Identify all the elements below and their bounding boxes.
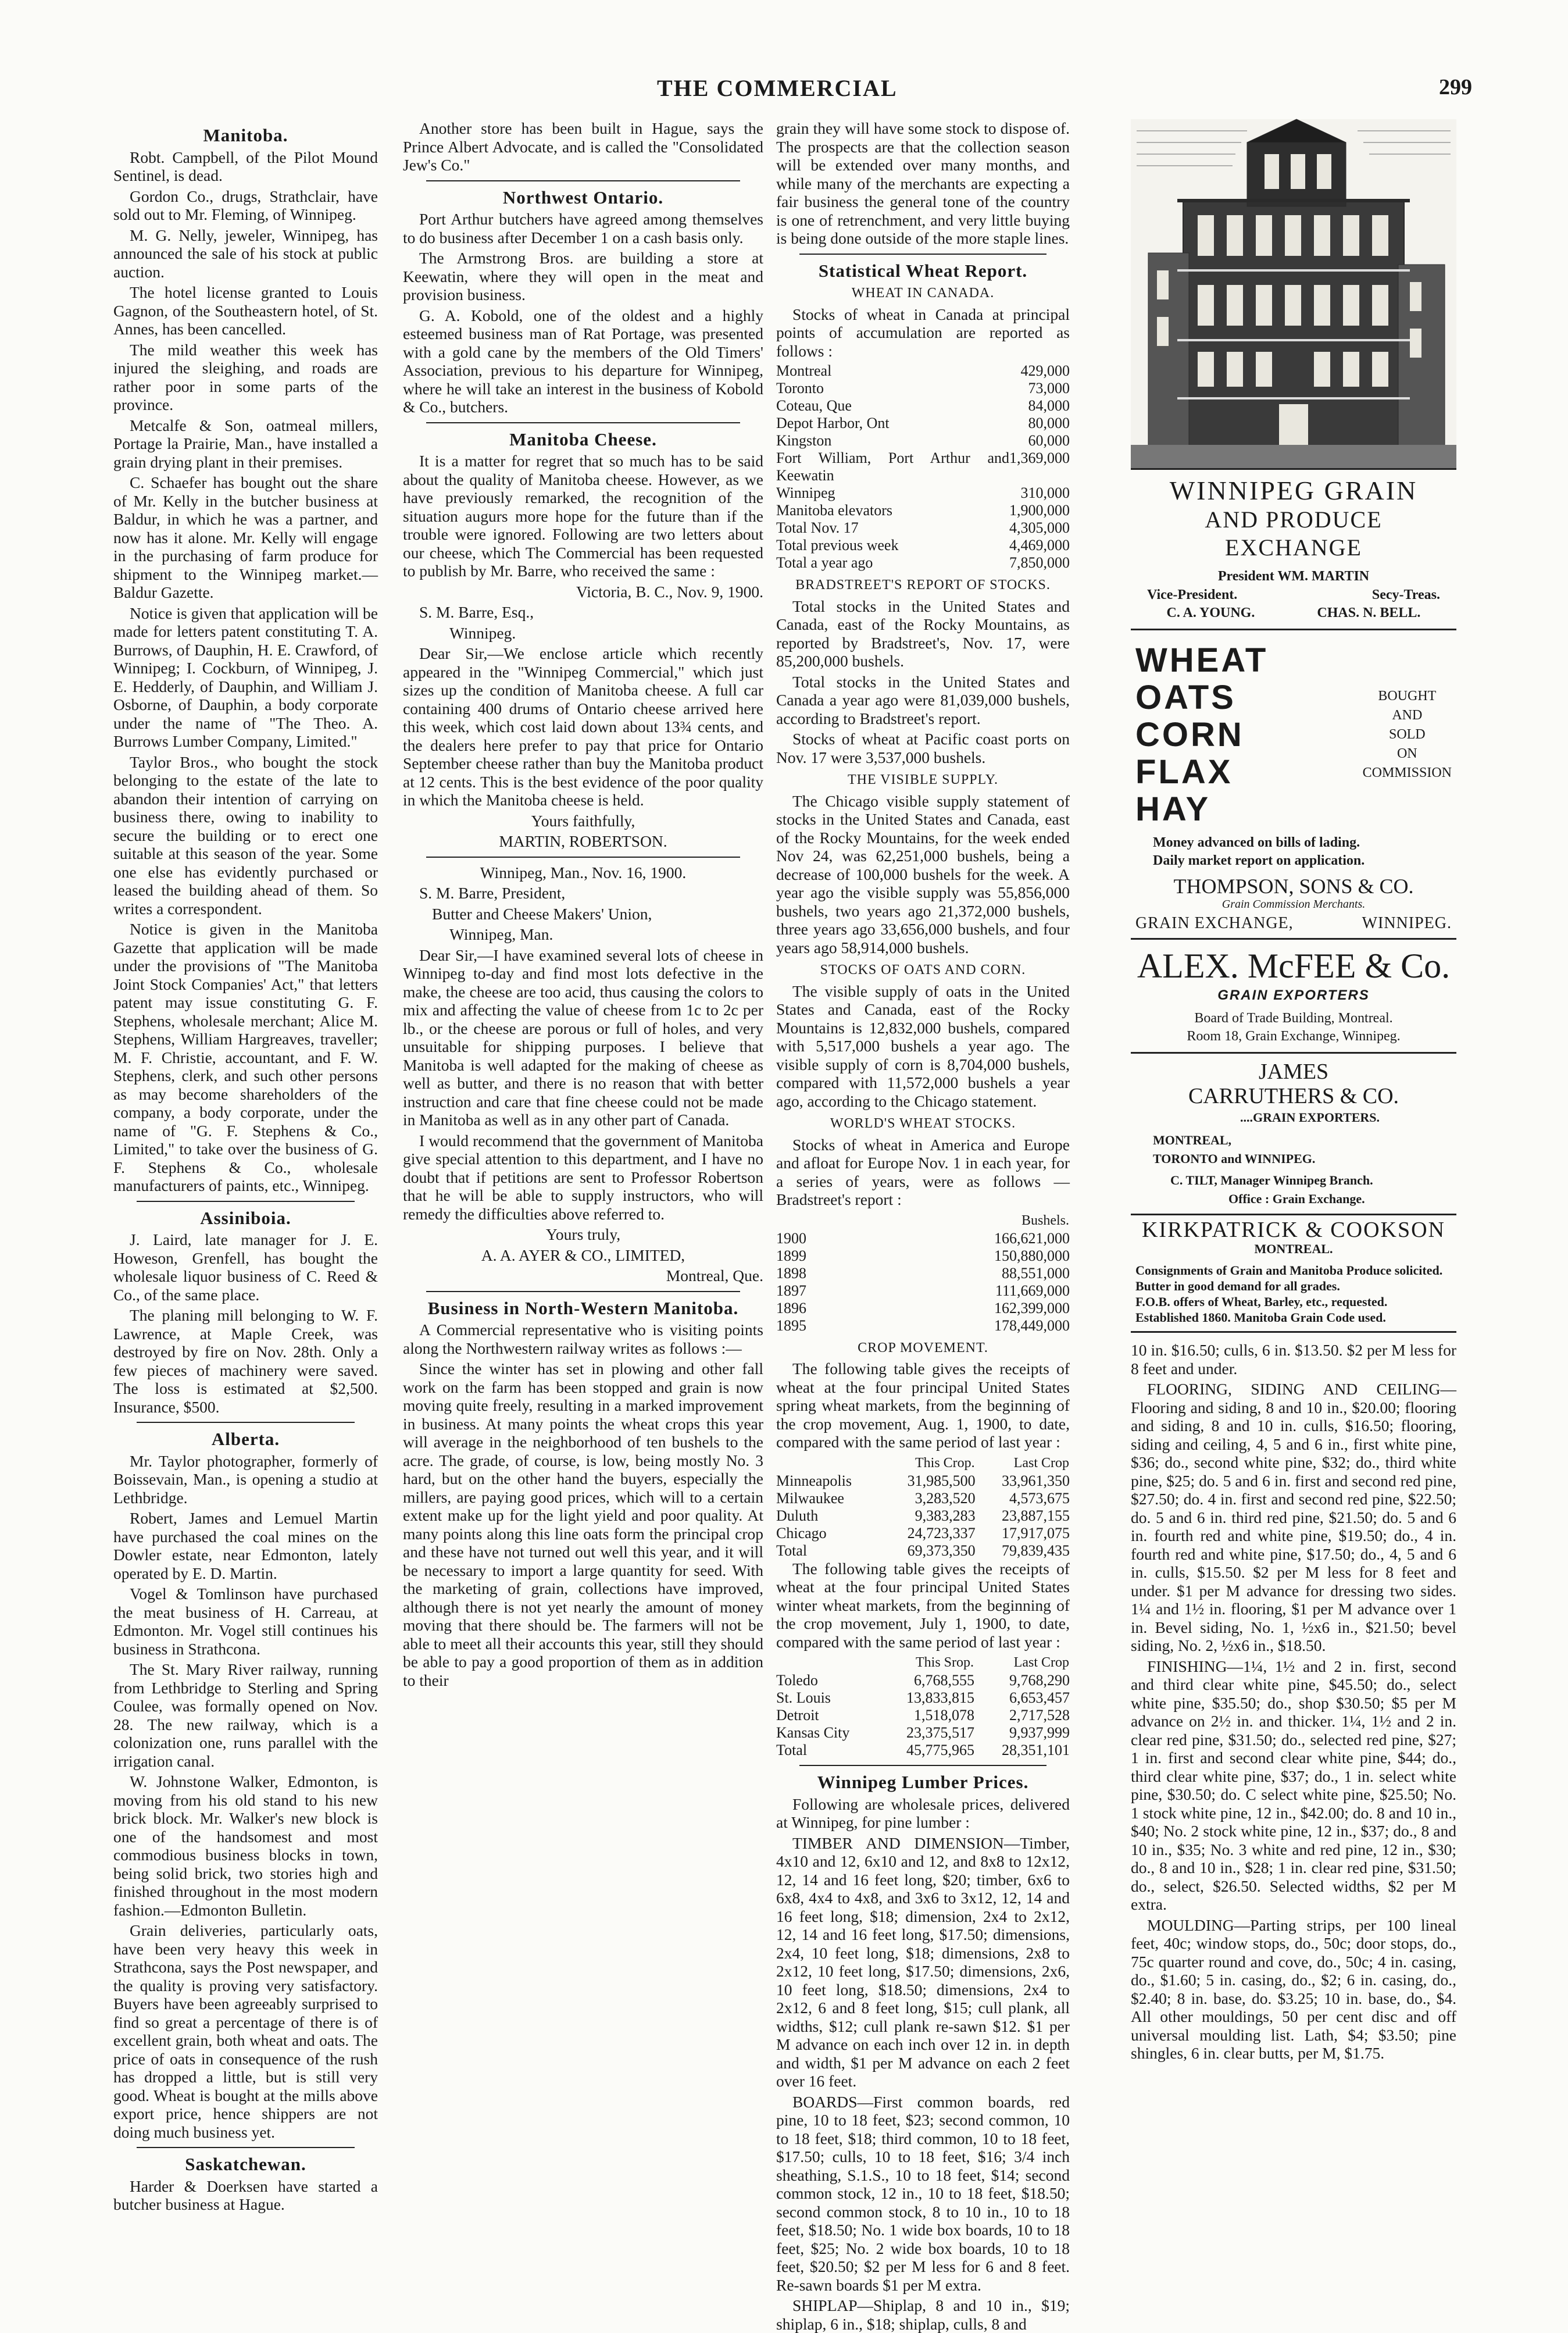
kirkpatrick-ad bbox=[1131, 1215, 1456, 1333]
letter-address: Butter and Cheese Makers' Union, bbox=[432, 904, 652, 923]
article-paragraph: 10 in. $16.50; culls, 6 in. $13.50. $2 per M less for 8 feet and under. bbox=[1131, 1341, 1456, 1378]
divider bbox=[799, 1765, 1046, 1766]
table-cell: Toronto bbox=[776, 380, 824, 397]
carruthers-name: CARRUTHERS & CO. bbox=[1188, 1083, 1399, 1108]
table-cell: 79,839,435 bbox=[1002, 1542, 1070, 1559]
table-cell: Montreal bbox=[776, 362, 832, 379]
table-row bbox=[776, 1472, 1070, 1490]
side-word: ON bbox=[1396, 746, 1417, 761]
vice-label: Vice-President. bbox=[1147, 587, 1238, 602]
table-cell: Minneapolis bbox=[776, 1472, 852, 1489]
table-cell: Duluth bbox=[776, 1507, 819, 1524]
table-row bbox=[776, 502, 1070, 519]
north-western-manitoba-heading: Business in North-Western Manitoba. bbox=[427, 1297, 739, 1318]
news-item: Taylor Bros., who bought the stock belonging to the estate of the late to abandon their intention of carrying on business there, owing to inability to secure the building or to erect one suitable at this season of the year. Some one else has evidently purchased or leased the building ahead of them. So writes a correspondent. bbox=[113, 752, 378, 918]
table-row bbox=[776, 1707, 1070, 1724]
column-header: Last Crop bbox=[1013, 1655, 1069, 1670]
table-cell: 17,917,075 bbox=[1002, 1524, 1070, 1542]
carruthers-sub: ....GRAIN EXPORTERS. bbox=[1240, 1110, 1380, 1125]
table-cell: 3,283,520 bbox=[915, 1489, 976, 1507]
mcfee-line: Board of Trade Building, Montreal. bbox=[1194, 1010, 1393, 1026]
article-paragraph: TIMBER AND DIMENSION—Timber, 4x10 and 12, 6x10 and 12, and 8x8 to 12x12, 12, 14 and 16 feet long, $20; timber, 6x6 to 6x8, 4x4 to 4x8, and 3x6 to 3x12, 12, 14 and 16 feet long, $18; dimension, 2x4 to 2x12, 12, 14 and 16 feet long, $17.50; dimensions, 2x4, 10 feet long, $18; dimensions, 2x8 to 2x12, 10 feet long, $17.50; dimensions, 2x6, 10 feet long, $18.50; dimensions, 2x4 to 2x12, 6 and 8 feet long, $15; cull plank, all widths, $12; cull plank re-sawn $12. $1 per M advance on each inch over 12 in. in depth and width, $1 per M advance on each 2 feet over 16 feet. bbox=[776, 1833, 1070, 2090]
news-item: M. G. Nelly, jeweler, Winnipeg, has announced the sale of his stock at public auction. bbox=[113, 226, 378, 281]
table-cell: 9,768,290 bbox=[1009, 1672, 1070, 1689]
news-item: Another store has been built in Hague, says the Prince Albert Advocate, and is called the "Consolidated Jew's Co." bbox=[403, 119, 763, 174]
news-item: Notice is given that application will be made for letters patent constituting T. A. Burrows, of Dauphin, H. E. Crawford, of Winnipeg; I. Cockburn, of Winnipeg, J. E. Hedderly, of Dauphin, and William J. Osborne, of Dauphin, a body corporate under the name of "The Theo. A. Burrows Lumber Company, Limited." bbox=[113, 604, 378, 750]
winnipeg-lumber-heading: Winnipeg Lumber Prices. bbox=[817, 1772, 1029, 1792]
alberta-heading: Alberta. bbox=[211, 1429, 280, 1449]
table-cell: 2,717,528 bbox=[1009, 1707, 1070, 1724]
table-row bbox=[776, 537, 1070, 554]
divider bbox=[799, 254, 1046, 255]
table-row bbox=[776, 1672, 1070, 1689]
manitoba-heading: Manitoba. bbox=[203, 125, 288, 145]
bradstreets-heading: BRADSTREET'S REPORT OF STOCKS. bbox=[795, 577, 1051, 593]
news-item: Robert, James and Lemuel Martin have purchased the coal mines on the Dowler estate, near Edmonton, lately operated by E. D. Martin. bbox=[113, 1509, 378, 1582]
table-header-row bbox=[776, 1653, 1070, 1672]
oats-corn-heading: STOCKS OF OATS AND CORN. bbox=[820, 962, 1026, 978]
table-cell: 23,887,155 bbox=[1002, 1507, 1070, 1524]
grain-word: CORN bbox=[1135, 715, 1244, 754]
table-cell: 84,000 bbox=[1028, 397, 1070, 414]
table-cell: 1896 bbox=[776, 1299, 806, 1317]
carruthers-ad bbox=[1131, 1054, 1456, 1216]
letter-dateline: Winnipeg, Man., Nov. 16, 1900. bbox=[480, 863, 687, 882]
column-header: This Srop. bbox=[916, 1655, 974, 1670]
news-item: C. Schaefer has bought out the share of Mr. Kelly in the butcher business at Baldur, in which he was a partner, and now has it alone. Mr. Kelly will engage in the purchasing of farm produce for shipment to the Winnipeg market.—Baldur Gazette. bbox=[113, 473, 378, 601]
kirkpatrick-sub: MONTREAL. bbox=[1254, 1241, 1333, 1256]
table-cell: 9,937,999 bbox=[1009, 1724, 1070, 1741]
article-paragraph: SHIPLAP—Shiplap, 8 and 10 in., $19; shiplap, 6 in., $18; shiplap, culls, 8 and bbox=[776, 2296, 1070, 2333]
table-row bbox=[776, 1265, 1070, 1282]
table-row bbox=[776, 362, 1070, 380]
side-word: BOUGHT bbox=[1378, 689, 1437, 704]
table-cell: Winnipeg bbox=[776, 484, 835, 501]
table-cell: 310,000 bbox=[1020, 484, 1070, 501]
table-cell: 23,375,517 bbox=[906, 1724, 975, 1741]
table-row bbox=[776, 1247, 1070, 1265]
grain-word: WHEAT bbox=[1135, 641, 1269, 679]
kirkpatrick-line: F.O.B. offers of Wheat, Barley, etc., requested. bbox=[1135, 1294, 1388, 1309]
table-cell: Depot Harbor, Ont bbox=[776, 415, 890, 431]
thompson-line: Daily market report on application. bbox=[1153, 853, 1365, 868]
news-item: Mr. Taylor photographer, formerly of Boissevain, Man., is opening a studio at Lethbridge. bbox=[113, 1451, 378, 1507]
masthead-title: THE COMMERCIAL bbox=[657, 75, 898, 101]
table-cell: 7,850,000 bbox=[1009, 554, 1070, 571]
grain-word: FLAX bbox=[1135, 752, 1233, 791]
letter-closing: Yours truly, bbox=[545, 1225, 621, 1243]
article-paragraph: FINISHING—1¼, 1½ and 2 in. first, second and third clear white pine, $45.50; do., select white pine, $35.50; do., shop $30.50; $5 per M advance on 2½ in. and thicker. 1¼, 1½ and 2 in. clear red pine, $31.50; do., selected red pine, $27; 1 in. first and second clear white pine, $44; do., third clear white pine, $37; do., 1 in. select white pine, $30.50; do. C select white pine, $25.50; No. 1 stock white pine, 12 in., $42.00; do. 8 and 10 in., $40; No. 2 stock white pine, 12 in., $37; do., 8 and 10 in., $35; No. 3 white and red pine, 12 in., $30; do., 8 and 10 in., $28; 1 in. clear red pine, $31.50; do., select, $26.50. Selected widths, $2 per M extra. bbox=[1131, 1657, 1456, 1913]
side-word: AND bbox=[1392, 708, 1423, 723]
table-cell: 4,573,675 bbox=[1009, 1489, 1070, 1507]
divider bbox=[426, 180, 740, 181]
letter-body: I would recommend that the government of Manitoba give special attention to this department, and I have no doubt that if petitions are sent to Professor Robertson that he will be able to supply instructors, who will remedy the difficulties above referred to. bbox=[403, 1131, 763, 1223]
news-item: W. Johnstone Walker, Edmonton, is moving from his old stand to his new brick block. Mr. Walker's new block is one of the handsomest and most commodious business blocks in town, being solid brick, two stories high and finished throughout in the most modern fashion.—Edmonton Bulletin. bbox=[113, 1772, 378, 1919]
table-cell: 162,399,000 bbox=[994, 1299, 1070, 1317]
article-paragraph: A Commercial representative who is visiting points along the Northwestern railway writes as follows :— bbox=[403, 1321, 763, 1357]
carruthers-name: JAMES bbox=[1258, 1059, 1329, 1084]
assiniboia-heading: Assiniboia. bbox=[200, 1207, 291, 1228]
table-cell: 73,000 bbox=[1028, 380, 1070, 397]
northwest-ontario-heading: Northwest Ontario. bbox=[502, 187, 664, 208]
wheat-in-canada-table bbox=[776, 362, 1070, 572]
exchange-building-illustration bbox=[1131, 119, 1456, 470]
article-paragraph: The Chicago visible supply statement of stocks in the United States and Canada, east of the Rocky Mountains, for the week ended Nov 24, was 62,251,000 bushels, being a decrease of 100,000 bushels for the week. A year ago the visible supply was 55,856,000 bushels, two years ago 21,372,000 bushels, three years ago 33,656,000 bushels, and four years ago 58,914,000 bushels. bbox=[776, 791, 1070, 957]
article-paragraph: Stocks of wheat in Canada at principal points of accumulation are reported as follows : bbox=[776, 305, 1070, 360]
thompson-ad bbox=[1131, 630, 1456, 940]
thompson-address-left: GRAIN EXCHANGE, bbox=[1135, 914, 1294, 932]
divider bbox=[137, 1422, 355, 1423]
table-cell: 6,768,555 bbox=[914, 1672, 975, 1689]
world-wheat-table bbox=[776, 1211, 1070, 1335]
table-cell: Manitoba elevators bbox=[776, 502, 892, 519]
column-header: Last Crop bbox=[1013, 1455, 1069, 1471]
news-item: Harder & Doerksen have started a butcher business at Hague. bbox=[113, 2177, 378, 2213]
table-cell: Milwaukee bbox=[776, 1489, 844, 1507]
vice-name: C. A. YOUNG. bbox=[1166, 605, 1255, 620]
table-row bbox=[776, 554, 1070, 572]
table-cell: 1899 bbox=[776, 1247, 806, 1264]
letter-address: S. M. Barre, President, bbox=[419, 884, 566, 902]
page-number: 299 bbox=[1439, 75, 1472, 99]
exchange-subtitle: AND PRODUCE EXCHANGE bbox=[1205, 506, 1383, 561]
article-paragraph: FLOORING, SIDING AND CEILING—Flooring and siding, 8 and 10 in., $20.00; flooring and siding, 8 and 10 in. culls, $16.50; flooring, siding and ceiling, 4, 5 and 6 in., first white pine, $36; do., second white pine, $32; do., third white pine, $25; do. 5 and 6 in. first and second red pine, $27.50; do. 4 in. first and second red pine, $22.50; do. 5 and 6 in. third red pine, $21.50; do. 5 and 6 in. fourth red and white pine, $19.50; do., 4 in. fourth red and white pine, $17.50; do., 4, 5 and 6 in. culls, $15.50. $2 per M less for 8 feet and under. $1 per M advance for dressing two sides. 1¼ and 1½ in. flooring, $1 per M advance over 1 in. Bevel siding, No. 1, ½x6 in., $21.50; bevel siding, No. 2, ½x6 in., $18.50. bbox=[1131, 1380, 1456, 1654]
building-engraving bbox=[1131, 119, 1456, 468]
letter-address: S. M. Barre, Esq., bbox=[419, 603, 534, 621]
article-paragraph: MOULDING—Parting strips, per 100 lineal feet, 40c; window stops, do., 50c; door stops, do., 75c quarter round and cove, do., 50c; 4 in. casing, do., $1.60; 5 in. casing, do., $2; 6 in. casing, do., $2.40; 8 in. base, do. $3.25; 10 in. base, do., $4. All other mouldings, 50 per cent disc and off universal moulding list. Lath, $4; $3.50; pine shingles, 6 in. clear butts, per M, $1.75. bbox=[1131, 1915, 1456, 2062]
exchange-president: President WM. MARTIN bbox=[1217, 569, 1370, 584]
side-word: COMMISSION bbox=[1362, 765, 1452, 780]
table-cell: 1900 bbox=[776, 1229, 806, 1247]
table-cell: Kansas City bbox=[776, 1724, 850, 1741]
news-item: The Armstrong Bros. are building a store at Keewatin, where they will open in the meat and provision business. bbox=[403, 249, 763, 304]
table-cell: 1,518,078 bbox=[914, 1707, 975, 1724]
winter-wheat-table bbox=[776, 1653, 1070, 1759]
exchange-officers bbox=[1135, 604, 1452, 623]
table-cell: 31,985,500 bbox=[907, 1472, 976, 1489]
kirkpatrick-name: KIRKPATRICK & COOKSON bbox=[1141, 1218, 1445, 1242]
table-cell: 88,551,000 bbox=[1002, 1264, 1070, 1282]
table-cell: 429,000 bbox=[1020, 362, 1070, 379]
divider bbox=[426, 422, 740, 423]
table-cell: 13,833,815 bbox=[906, 1689, 975, 1706]
table-row bbox=[776, 1317, 1070, 1335]
mcfee-sub: GRAIN EXPORTERS bbox=[1217, 987, 1370, 1003]
article-paragraph: The visible supply of oats in the United States and Canada, east of the Rocky Mountains is 12,832,000 bushels, compared with 5,517,000 bushels a year ago. The visible supply of corn is 8,704,000 bushels, compared with 11,572,000 bushels a year ago, according to the Chicago statement. bbox=[776, 982, 1070, 1110]
news-item: The planing mill belonging to W. F. Lawrence, at Maple Creek, was destroyed by fire on Nov. 28th. Only a few pieces of machinery were saved. The loss is estimated at $2,500. Insurance, $500. bbox=[113, 1306, 378, 1416]
table-row bbox=[776, 519, 1070, 537]
visible-supply-heading: THE VISIBLE SUPPLY. bbox=[847, 772, 999, 787]
thompson-sub: Grain Commission Merchants. bbox=[1221, 898, 1366, 911]
letter-address: Winnipeg, Man. bbox=[449, 925, 553, 943]
table-cell: St. Louis bbox=[776, 1689, 831, 1706]
table-cell: Total a year ago bbox=[776, 554, 873, 571]
grain-word: HAY bbox=[1135, 790, 1211, 828]
table-cell: 1897 bbox=[776, 1282, 806, 1299]
article-paragraph: Following are wholesale prices, delivered at Winnipeg, for pine lumber : bbox=[776, 1795, 1070, 1831]
table-cell: 4,305,000 bbox=[1009, 519, 1070, 536]
table-row bbox=[776, 380, 1070, 397]
exchange-ad bbox=[1131, 470, 1456, 630]
world-wheat-heading: WORLD'S WHEAT STOCKS. bbox=[830, 1116, 1016, 1131]
table-cell: Toledo bbox=[776, 1672, 818, 1689]
table-cell: 4,469,000 bbox=[1009, 537, 1070, 554]
table-cell: Total previous week bbox=[776, 537, 899, 554]
article-paragraph: grain they will have some stock to dispose of. The prospects are that the collection season will be extended over many months, and while many of the merchants are expecting a fair business the general tone of the country is one of retrenchment, and very little buying is being done outside of the more staple lines. bbox=[776, 119, 1070, 247]
article-paragraph: Total stocks in the United States and Canada, east of the Rocky Mountains, as reported by Bradstreet's, Nov. 17, were 85,200,000 bushels. bbox=[776, 597, 1070, 670]
table-row bbox=[776, 1507, 1070, 1525]
letter-signature: MARTIN, ROBERTSON. bbox=[499, 832, 667, 850]
news-item: G. A. Kobold, one of the oldest and a highly esteemed business man of Rat Portage, was presented with a gold cane by the members of the Old Timers' Association, previous to his departure for Winnipeg, where he will take an interest in the business of Kobold & Co., butchers. bbox=[403, 306, 763, 416]
crop-movement-heading: CROP MOVEMENT. bbox=[858, 1340, 988, 1355]
table-cell: 150,880,000 bbox=[994, 1247, 1070, 1264]
article-paragraph: The following table gives the receipts of wheat at the four principal United States spring wheat markets, from the beginning of the crop movement, Aug. 1, 1900, to date, compared with the same period of last year : bbox=[776, 1360, 1070, 1451]
table-cell: 69,373,350 bbox=[907, 1542, 976, 1559]
divider bbox=[137, 1201, 355, 1202]
carruthers-line: Office : Grain Exchange. bbox=[1228, 1191, 1365, 1206]
column-header: This Crop. bbox=[915, 1455, 975, 1471]
letter-body: Dear Sir,—We enclose article which recently appeared in the "Winnipeg Commercial," which just sizes up the condition of Manitoba cheese. A full car containing 400 drums of Ontario cheese arrived here this week, which cost laid down about 13¾ cents, and the dealers here prefer to pay that price for Ontario September cheese rather than buy the Manitoba product at 12 cents. This is the best evidence of the poor quality in which the Manitoba cheese is held. bbox=[403, 644, 763, 809]
table-header-row bbox=[776, 1454, 1070, 1472]
table-row bbox=[776, 1282, 1070, 1300]
article-paragraph: Since the winter has set in plowing and other fall work on the farm has been stopped and grain is now moving quite freely, resulting in a marked improvement in business. At many points the wheat crops this year will average in the neighborhood of ten bushels to the acre. The grade, of course, is low, being mostly No. 3 hard, but on the other hand the buyers, especially the millers, are paying good prices, which will to a certain extent make up for the light yield and poor quality. At many points along this line oats form the principal crop and these have not turned out well this year, and it will be necessary to import a large quantity for seed. With the marketing of grain, collections have improved, although there is not yet nearly the amount of money moving that there should be. The farmers will not be able to meet all their accounts this year, still they should be able to pay a good proportion of them as in addition to their bbox=[403, 1360, 763, 1689]
table-row bbox=[776, 1742, 1070, 1759]
kirkpatrick-line: Established 1860. Manitoba Grain Code used. bbox=[1135, 1310, 1386, 1325]
column-3 bbox=[776, 119, 1070, 2333]
letter-place: Montreal, Que. bbox=[666, 1267, 763, 1285]
news-item: Notice is given in the Manitoba Gazette that application will be made under the provisions of "The Manitoba Joint Stock Companies' Act," that letters patent may issue constituting G. F. Stephens, wholesale merchant; Alice M. Stephens, William Hargreaves, traveller; M. F. Christie, accountant, and F. W. Stephens, clerk, and such other persons as may become shareholders of the company, a body corporate, under the name of "G. F. Stephens & Co., Limited," to take over the business of G. F. Stephens & Co., wholesale manufacturers of paints, etc., Winnipeg. bbox=[113, 920, 378, 1194]
article-paragraph: Stocks of wheat in America and Europe and afloat for Europe Nov. 1 in each year, for a series of years, were as follows — Bradstreet's report : bbox=[776, 1135, 1070, 1208]
thompson-name: THOMPSON, SONS & CO. bbox=[1173, 874, 1414, 898]
grain-words bbox=[1135, 642, 1322, 828]
news-item: Metcalfe & Son, oatmeal millers, Portage la Prairie, Man., have installed a grain drying plant in their premises. bbox=[113, 416, 378, 471]
secy-name: CHAS. N. BELL. bbox=[1317, 605, 1421, 620]
saskatchewan-heading: Saskatchewan. bbox=[185, 2154, 306, 2174]
kirkpatrick-line: Butter in good demand for all grades. bbox=[1135, 1279, 1340, 1293]
article-paragraph: It is a matter for regret that so much has to be said about the quality of Manitoba cheese. However, as we have previously remarked, the recognition of the situation augurs more hope for the future than if the trouble were ignored. Following are two letters about our cheese, which The Commercial has been requested to publish by Mr. Barre, who received the same : bbox=[403, 452, 763, 580]
letter-closing: Yours faithfully, bbox=[531, 811, 635, 830]
table-cell: 9,383,283 bbox=[915, 1507, 976, 1524]
table-cell: 80,000 bbox=[1028, 415, 1070, 431]
table-cell: Detroit bbox=[776, 1707, 819, 1724]
table-cell: 178,449,000 bbox=[994, 1317, 1070, 1334]
spring-wheat-table bbox=[776, 1454, 1070, 1560]
mcfee-ad bbox=[1131, 940, 1456, 1054]
table-cell: 6,653,457 bbox=[1009, 1689, 1070, 1706]
news-item: The mild weather this week has injured the sleighing, and roads are rather poor in some parts of the province. bbox=[113, 340, 378, 413]
mcfee-line: Room 18, Grain Exchange, Winnipeg. bbox=[1187, 1029, 1401, 1044]
divider bbox=[426, 857, 740, 858]
table-cell: Fort William, Port Arthur and Keewatin bbox=[776, 450, 1009, 484]
news-item: Port Arthur butchers have agreed among themselves to do business after December 1 on a cash basis only. bbox=[403, 210, 763, 247]
thompson-line: Money advanced on bills of lading. bbox=[1153, 834, 1360, 850]
news-item: Gordon Co., drugs, Strathclair, have sold out to Mr. Fleming, of Winnipeg. bbox=[113, 187, 378, 223]
table-cell: 1,900,000 bbox=[1009, 502, 1070, 519]
divider bbox=[426, 1291, 740, 1292]
table-cell: 28,351,101 bbox=[1002, 1742, 1070, 1758]
carruthers-line: TORONTO and WINNIPEG. bbox=[1153, 1151, 1316, 1166]
letter-body: Dear Sir,—I have examined several lots of cheese in Winnipeg to-day and find most lots defective in the make, the cheese are too acid, thus causing the colors to mix and affecting the value of cheese from 1c to 2c per lb., or the cheese are porous or full of holes, and very unsuitable for shipping purposes. I believe that Manitoba is well adapted for the making of cheese as well as butter, and there is no reason that with better instruction and care that fine cheese could not be made in Manitoba as well as in any other part of Canada. bbox=[403, 946, 763, 1129]
carruthers-line: MONTREAL, bbox=[1153, 1133, 1232, 1147]
carruthers-line: C. TILT, Manager Winnipeg Branch. bbox=[1170, 1173, 1373, 1187]
table-cell: Total bbox=[776, 1542, 808, 1559]
table-row bbox=[776, 1724, 1070, 1742]
news-item: The St. Mary River railway, running from Lethbridge to Sterling and Spring Coulee, was formally opened on Nov. 28. The new railway, which is a colonization one, runs parallel with the irrigation canal. bbox=[113, 1660, 378, 1770]
grain-side-text bbox=[1363, 687, 1452, 783]
grain-word: OATS bbox=[1135, 678, 1236, 716]
table-cell: Coteau, Que bbox=[776, 397, 852, 414]
table-cell: 166,621,000 bbox=[994, 1229, 1070, 1247]
column-4 bbox=[1131, 119, 1456, 2062]
table-row bbox=[776, 1300, 1070, 1317]
table-cell: Kingston bbox=[776, 432, 832, 449]
letter-address: Winnipeg. bbox=[449, 623, 516, 642]
divider bbox=[137, 2147, 355, 2148]
thompson-address-right: WINNIPEG. bbox=[1362, 914, 1452, 932]
article-paragraph: The following table gives the receipts of wheat at the four principal United States winter wheat markets, from the beginning of the crop movement, July 1, 1900, to date, compared with the same period of last year : bbox=[776, 1559, 1070, 1651]
table-row bbox=[776, 1525, 1070, 1542]
article-paragraph: BOARDS—First common boards, red pine, 10 to 18 feet, $23; second common, 10 to 18 feet, $18; third common, 10 to 18 feet, $17.50; culls, 10 to 18 feet, $16; 3/4 inch sheathing, S.1.S., 10 to 18 feet, $14; second common stock, 12 in., 10 to 18 feet, $18.50; second common stock, 8 to 10 in., 10 to 18 feet, $18.50; No. 1 wide box boards, 10 to 18 feet, $25; No. 2 wide box boards, 10 to 18 feet, $20.50; $2 per M less for 6 and 8 feet. Re-sawn boards $1 per M extra. bbox=[776, 2092, 1070, 2294]
table-cell: 45,775,965 bbox=[906, 1742, 975, 1758]
table-cell: 33,961,350 bbox=[1002, 1472, 1070, 1489]
table-row bbox=[776, 397, 1070, 415]
side-word: SOLD bbox=[1388, 727, 1426, 742]
table-row bbox=[776, 432, 1070, 450]
wheat-in-canada-heading: WHEAT IN CANADA. bbox=[851, 286, 995, 301]
statistical-wheat-report-heading: Statistical Wheat Report. bbox=[818, 260, 1028, 281]
letter-signature: A. A. AYER & CO., LIMITED, bbox=[481, 1246, 685, 1264]
letter-dateline: Victoria, B. C., Nov. 9, 1900. bbox=[576, 582, 763, 601]
news-item: Robt. Campbell, of the Pilot Mound Sentinel, is dead. bbox=[113, 148, 378, 184]
column-2 bbox=[403, 119, 763, 2032]
article-paragraph: Stocks of wheat at Pacific coast ports on Nov. 17 were 3,537,000 bushels. bbox=[776, 730, 1070, 766]
table-cell: Total Nov. 17 bbox=[776, 519, 859, 536]
news-item: Grain deliveries, particularly oats, have been very heavy this week in Strathcona, says the Post newspaper, and the quality is proving very satisfactory. Buyers have been agreeably surprised to find so great a percentage of there is of excellent grain, both wheat and oats. The price of oats in consequence of the rush has dropped a little, but is still very good. Wheat is bought at the mills above export price, hence shippers are not doing much business yet. bbox=[113, 1921, 378, 2141]
table-cell: 60,000 bbox=[1028, 432, 1070, 449]
table-row bbox=[776, 484, 1070, 502]
table-header-row bbox=[776, 1211, 1070, 1230]
table-row bbox=[776, 1542, 1070, 1560]
column-header: Bushels. bbox=[1021, 1212, 1069, 1228]
kirkpatrick-line: Consignments of Grain and Manitoba Produce solicited. bbox=[1135, 1263, 1443, 1278]
news-item: Vogel & Tomlinson have purchased the meat business of H. Carreau, at Edmonton. Mr. Vogel still continues his business in Strathcona. bbox=[113, 1585, 378, 1658]
table-row bbox=[776, 1230, 1070, 1247]
table-cell: 24,723,337 bbox=[907, 1524, 976, 1542]
lumber-continued bbox=[1131, 1341, 1456, 2063]
article-paragraph: Total stocks in the United States and Canada a year ago were 81,039,000 bushels, according to Bradstreet's report. bbox=[776, 672, 1070, 727]
table-row bbox=[776, 450, 1070, 484]
column-1 bbox=[113, 119, 378, 2213]
exchange-title: WINNIPEG GRAIN bbox=[1169, 476, 1418, 505]
secy-label: Secy-Treas. bbox=[1371, 587, 1440, 602]
masthead bbox=[0, 74, 1568, 109]
table-cell: Total bbox=[776, 1742, 808, 1758]
table-cell: 1,369,000 bbox=[1009, 450, 1070, 466]
table-cell: 111,669,000 bbox=[995, 1282, 1070, 1299]
manitoba-cheese-heading: Manitoba Cheese. bbox=[509, 429, 657, 450]
table-row bbox=[776, 1490, 1070, 1507]
table-cell: 1895 bbox=[776, 1317, 806, 1334]
exchange-officers-labels bbox=[1135, 586, 1452, 605]
thompson-address bbox=[1135, 914, 1452, 933]
table-cell: Chicago bbox=[776, 1524, 827, 1542]
news-item: J. Laird, late manager for J. E. Howeson, Grenfell, has bought the wholesale liquor business of C. Reed & Co., of the same place. bbox=[113, 1230, 378, 1304]
table-row bbox=[776, 415, 1070, 432]
grain-list bbox=[1135, 642, 1452, 828]
mcfee-name: ALEX. McFEE & Co. bbox=[1137, 947, 1451, 985]
news-item: The hotel license granted to Louis Gagnon, of the Southeastern hotel, of St. Annes, has been cancelled. bbox=[113, 283, 378, 338]
table-row bbox=[776, 1689, 1070, 1707]
table-cell: 1898 bbox=[776, 1264, 806, 1282]
